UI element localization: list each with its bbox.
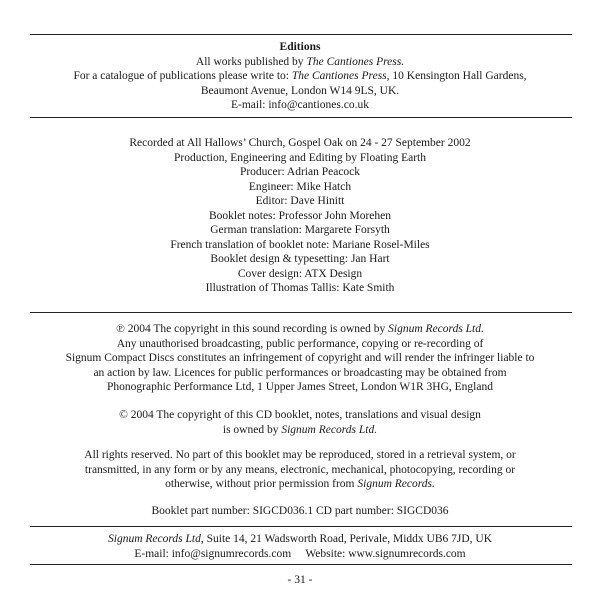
credit-line: Recorded at All Hallows’ Church, Gospel Oak on 24 - 27 September 2002 (129, 137, 471, 149)
credit-line: Booklet notes: Professor John Morehen (208, 209, 392, 222)
editions-section (20, 40, 580, 113)
credit-line: French translation of booklet note: Mariane Rosel-Miles (170, 238, 430, 251)
rights-reserved (20, 448, 580, 492)
part-numbers (20, 504, 580, 519)
rule-after-credits (30, 312, 572, 313)
credit-line: Booklet design & typesetting: Jan Hart (210, 253, 390, 265)
footer-address (20, 532, 580, 561)
part-numbers-line: Booklet part number: SIGCD036.1 CD part number: SIGCD036 (151, 505, 449, 517)
page-number: - 31 - (287, 574, 313, 586)
bottom-rule (30, 564, 572, 565)
credit-line: Production, Engineering and Editing by Floating Earth (173, 151, 426, 164)
rights-line: transmitted, in any form or by any means, electronic, mechanical, photocopying, recording or (84, 463, 516, 476)
editions-line-2: For a catalogue of publications please write to: The Cantiones Press, 10 Kensington Hall Gardens, (73, 70, 527, 82)
copyright-booklet (20, 408, 580, 437)
credits-section (20, 136, 580, 296)
copyright-line: Any unauthorised broadcasting, public performance, copying or re-recording of (116, 337, 484, 350)
credit-line: Engineer: Mike Hatch (248, 180, 352, 193)
editions-line-1: All works published by The Cantiones Press. (195, 55, 405, 68)
credit-line: German translation: Margarete Forsyth (210, 224, 390, 236)
copyright-line: an action by law. Licences for public performances or broadcasting may be obtained from (93, 366, 507, 379)
footer-line-1: Signum Records Ltd, Suite 14, 21 Wadsworth Road, Perivale, Middx UB6 7JD, UK (108, 533, 492, 545)
rights-line: All rights reserved. No part of this booklet may be reproduced, stored in a retrieval system, or (84, 449, 516, 461)
credit-line: Illustration of Thomas Tallis: Kate Smith (205, 282, 395, 294)
credit-line: Cover design: ATX Design (237, 267, 363, 280)
copyright-sound-recording (20, 322, 580, 395)
editions-title: Editions (279, 41, 321, 53)
copyright-line: Signum Compact Discs constitutes an infringement of copyright and will render the infringer liable to (65, 352, 535, 364)
credit-line: Editor: Dave Hinitt (255, 195, 345, 207)
credit-line: Producer: Adrian Peacock (239, 166, 361, 178)
editions-line-3: Beaumont Avenue, London W14 9LS, UK. (200, 84, 400, 97)
top-rule (30, 34, 572, 35)
rule-before-footer (30, 526, 572, 527)
copyright-line: Phonographic Performance Ltd, 1 Upper James Street, London W1R 3HG, England (107, 381, 493, 393)
copyright-line: is owned by Signum Records Ltd. (222, 423, 378, 436)
footer-line-2: E-mail: info@signumrecords.com Website: www.signumrecords.com (134, 547, 466, 560)
rule-after-editions (30, 117, 572, 118)
editions-line-4: E-mail: info@cantiones.co.uk (230, 99, 369, 111)
copyright-line: ℗ 2004 The copyright in this sound recording is owned by Signum Records Ltd. (116, 323, 484, 335)
rights-line: otherwise, without prior permission from Signum Records. (165, 478, 435, 490)
copyright-line: © 2004 The copyright of this CD booklet, notes, translations and visual design (119, 409, 481, 421)
